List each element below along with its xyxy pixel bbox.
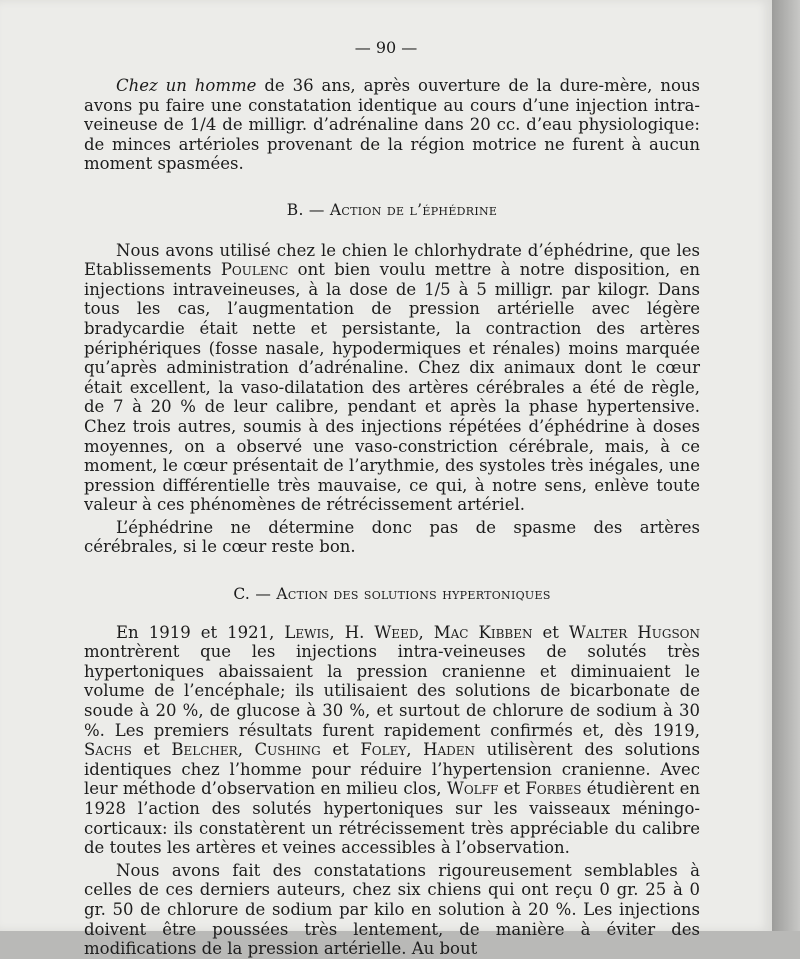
text-run: Nous avons utilisé chez le chien le chlorhydrate d’éphédrine, que les Etablissements	[84, 240, 700, 280]
author-name: H. Weed	[344, 622, 419, 642]
text-run: ont bien voulu mettre à notre disposition, en injections intraveineuses, à la dose de 1/5 à 5 milligr. par kilogr. Dans tous les cas, l’augmentation de pression artérielle avec légère bradycardie était nette et persistante, la contraction des artères périphériques (fosse nasale, hypodermiques et rénales) moins marquée qu’après administration d’adrénaline. Chez dix animaux dont le cœur était excellent, la vaso-dilatation des artères cérébrales a été de règle, de 7 à 20 % de leur calibre, pendant et après la phase hypertensive. Chez trois autres, soumis à des injections répétées d’éphédrine à doses moyennes, on a observé une vaso-constriction cérébrale, mais, à ce moment, le cœur présentait de l’arythmie, des systoles très inégales, une pression différentielle très mauvaise, ce qui, à notre sens, enlève toute valeur à ces phénomènes de rétrécissement artériel.	[84, 260, 700, 515]
text-run: et	[320, 740, 361, 760]
author-name: Wolff	[446, 779, 499, 799]
intro-text: de 36 ans, après ouverture de la dure-mère, nous avons pu faire une constatation identique au cours d’une injection intra-veineuse de 1/4 de milligr. d’adrénaline dans 20 cc. d’eau physiologique: de minces artérioles provenant de la région motrice ne furent à aucun moment spasmées.	[84, 76, 700, 174]
text-run: ,	[237, 740, 255, 760]
intro-emphasis: Chez un homme	[116, 76, 257, 95]
author-name: Forbes	[525, 779, 582, 799]
text-run: étudièrent en 1928 l’action des solutés hypertoniques sur les vaisseaux méningo-corticaux: ils constatèrent un rétrécissement très appréciable du calibre de toutes les artères et veines accessibles à l’observation.	[84, 779, 700, 858]
page-number: — 90 —	[354, 38, 418, 57]
text-run: En 1919 et 1921,	[116, 622, 285, 642]
text-run: ,	[406, 740, 424, 760]
text-run: ,	[329, 622, 345, 642]
author-name: Lewis	[284, 622, 330, 642]
section-b-paragraph-1	[84, 241, 700, 515]
section-b-paragraph-2: L’éphédrine ne détermine donc pas de spasme des artères cérébrales, si le cœur reste bon.	[84, 517, 700, 557]
section-c-paragraph-2: Nous avons fait des constatations rigoureusement semblables à celles de ces derniers auteurs, chez six chiens qui ont reçu 0 gr. 25 à 0 gr. 50 de chlorure de sodium par kilo en solution à 20 %. Les injections doivent être poussées très lentement, de manière à éviter des modifications de la pression artérielle. Au bout	[84, 860, 700, 959]
section-c-heading: C. — Action des solutions hypertoniques	[233, 585, 551, 604]
page-edge-shadow	[772, 0, 800, 931]
text-run: ,	[418, 622, 434, 642]
text-run: et	[532, 622, 569, 642]
text-run: et	[131, 740, 172, 760]
section-c-paragraph-1	[84, 623, 700, 858]
page-content	[84, 76, 700, 959]
author-name: Haden	[423, 740, 476, 760]
section-b-heading: B. — Action de l’éphédrine	[286, 200, 498, 219]
author-name: Mac Kibben	[433, 622, 533, 642]
author-name: Foley	[360, 740, 407, 760]
text-run: utilisèrent des solutions identiques chez l’homme pour réduire l’hypertension cranienne. Avec leur méthode d’observation en milieu clos,	[84, 740, 700, 799]
author-name: Sachs	[84, 740, 132, 760]
author-name: Cushing	[254, 740, 321, 760]
author-name: Poulenc	[220, 260, 289, 280]
text-run: montrèrent que les injections intra-veineuses de solutés très hypertoniques abaissaient la pression cranienne et diminuaient le volume de l’encéphale; ils utilisaient des solutions de bicarbonate de soude à 20 %, de glucose à 30 %, et surtout de chlorure de sodium à 30 %. Les premiers résultats furent rapidement confirmés et, dès 1919,	[84, 642, 700, 740]
author-name: Belcher	[171, 740, 238, 760]
text-run: et	[498, 779, 526, 799]
author-name: Walter Hugson	[568, 622, 701, 642]
intro-paragraph	[84, 76, 700, 174]
